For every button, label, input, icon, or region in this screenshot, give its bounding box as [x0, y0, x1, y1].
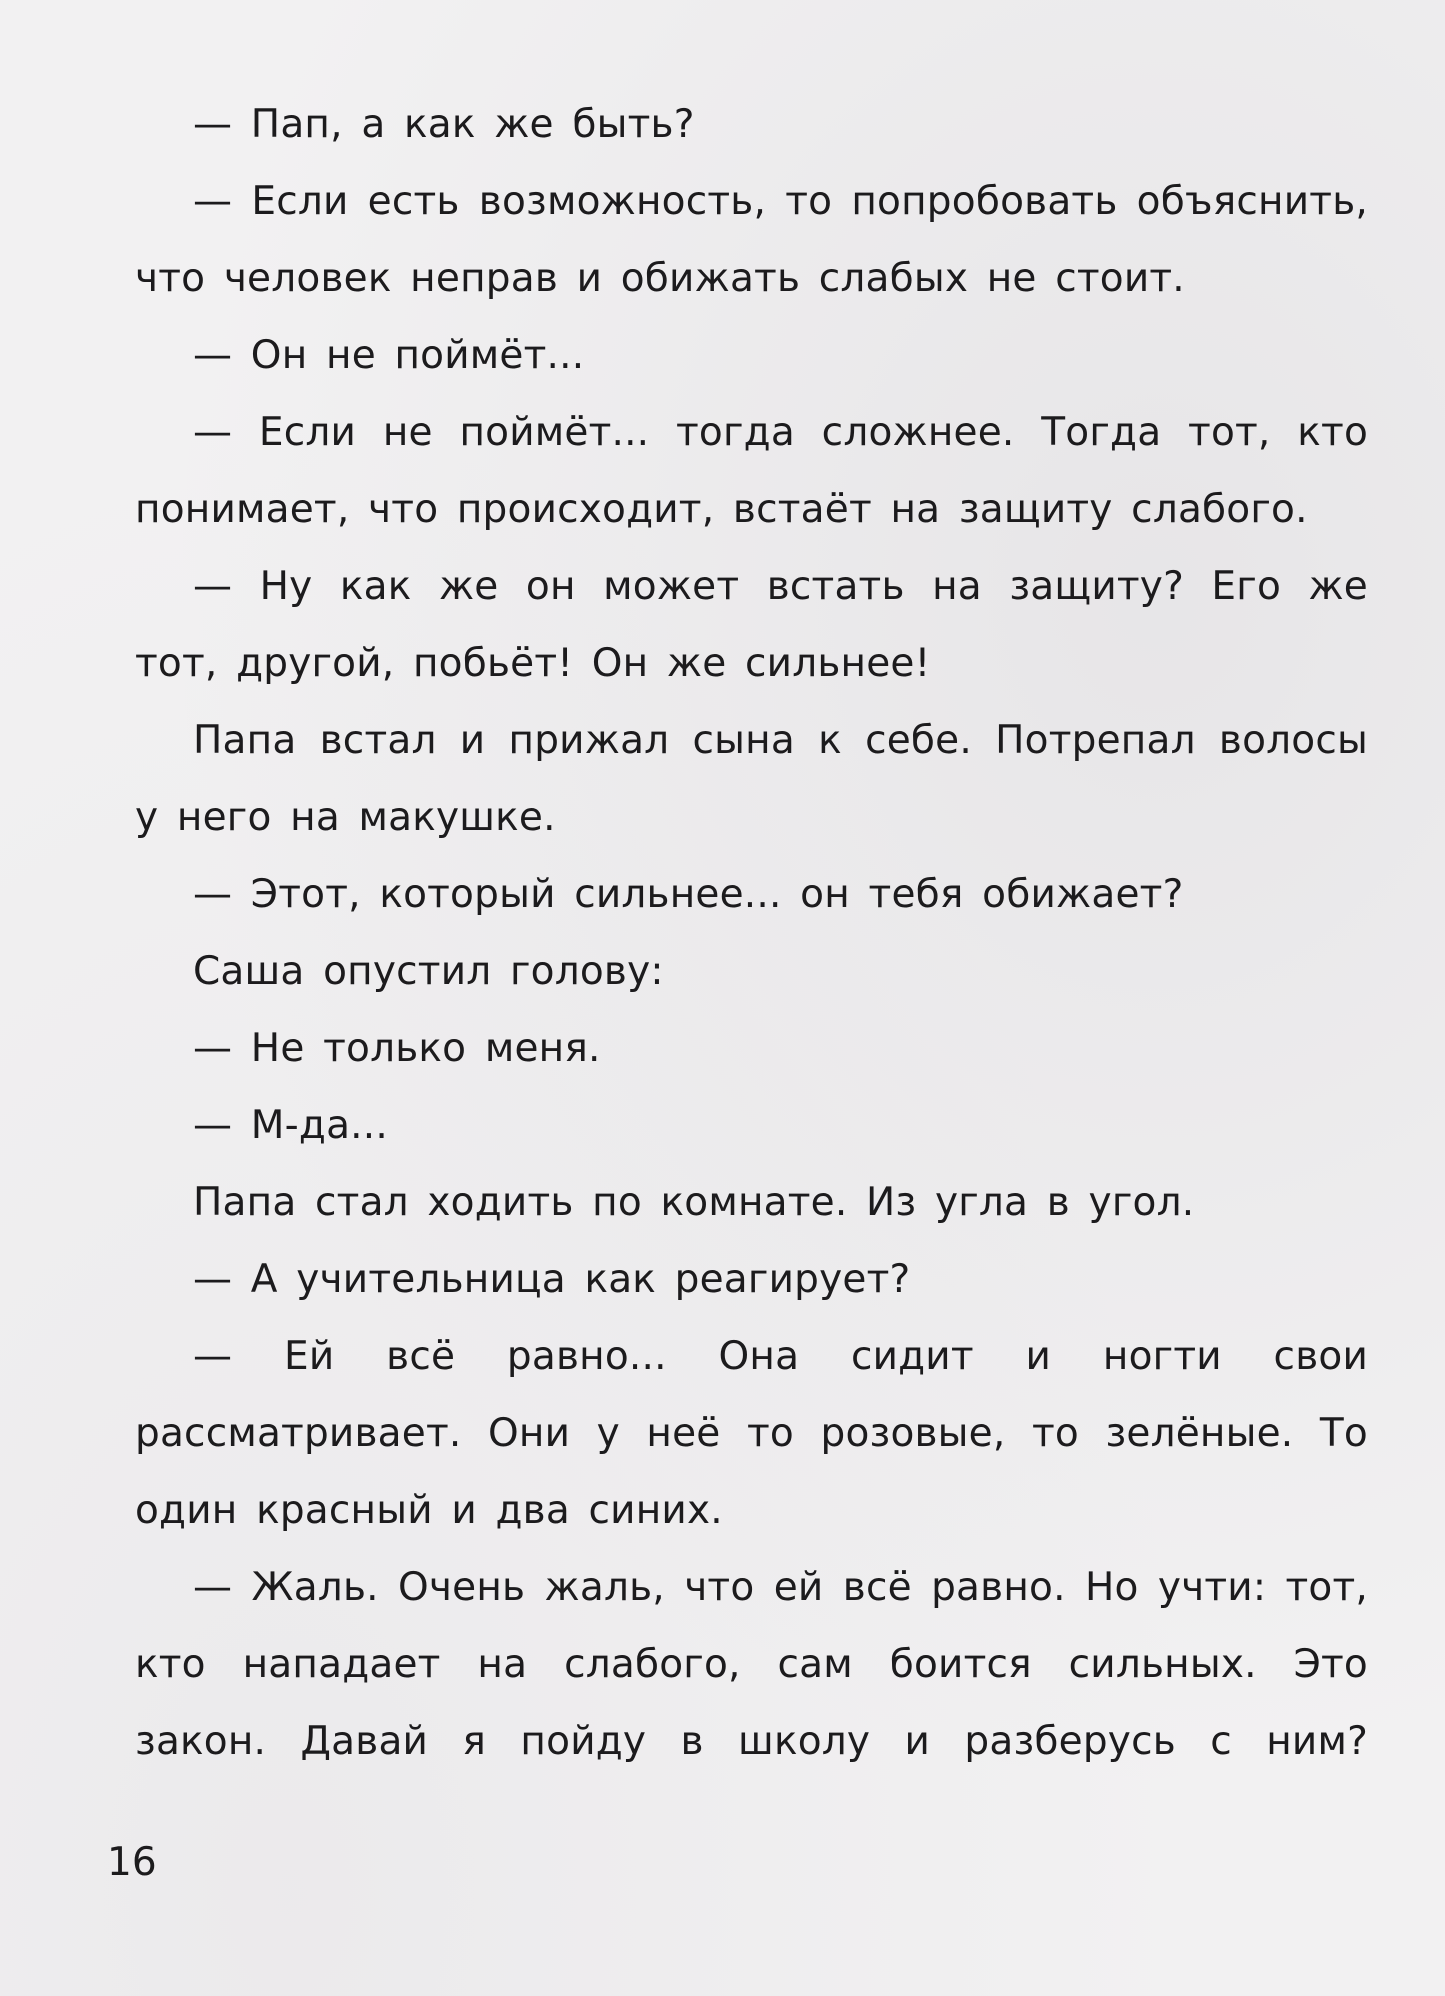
body-text [135, 86, 1368, 1780]
paragraph: — Не только меня. [193, 1026, 601, 1071]
paragraph: — Ей всё равно... Она сидит и ногти свои рассматривает. Они у неё то розовые, то зелёные. То один красный и два синих. [135, 1334, 1368, 1533]
page-number: 16 [107, 1840, 157, 1885]
paragraph: — А учительница как реагирует? [193, 1257, 911, 1302]
paragraph: Саша опустил голову: [193, 949, 664, 994]
paragraph: — Жаль. Очень жаль, что ей всё равно. Но учти: тот, кто нападает на слабого, сам боится сильных. Это закон. Давай я пойду в школу и разберусь с ним? [135, 1565, 1368, 1764]
paragraph: — Этот, который сильнее... он тебя обижает? [193, 872, 1184, 917]
paragraph: Папа стал ходить по комнате. Из угла в угол. [193, 1180, 1195, 1225]
paragraph: — Он не поймёт... [193, 333, 585, 378]
paragraph: — Если есть возможность, то попробовать объяснить, что человек неправ и обижать слабых не стоит. [135, 179, 1368, 301]
paragraph: — М-да... [193, 1103, 388, 1148]
paragraph: — Если не поймёт... тогда сложнее. Тогда тот, кто понимает, что происходит, встаёт на защиту слабого. [135, 410, 1368, 532]
paragraph: — Ну как же он может встать на защиту? Его же тот, другой, побьёт! Он же сильнее! [135, 564, 1368, 686]
paragraph: Папа встал и прижал сына к себе. Потрепал волосы у него на макушке. [135, 718, 1368, 840]
paragraph: — Пап, а как же быть? [193, 102, 695, 147]
